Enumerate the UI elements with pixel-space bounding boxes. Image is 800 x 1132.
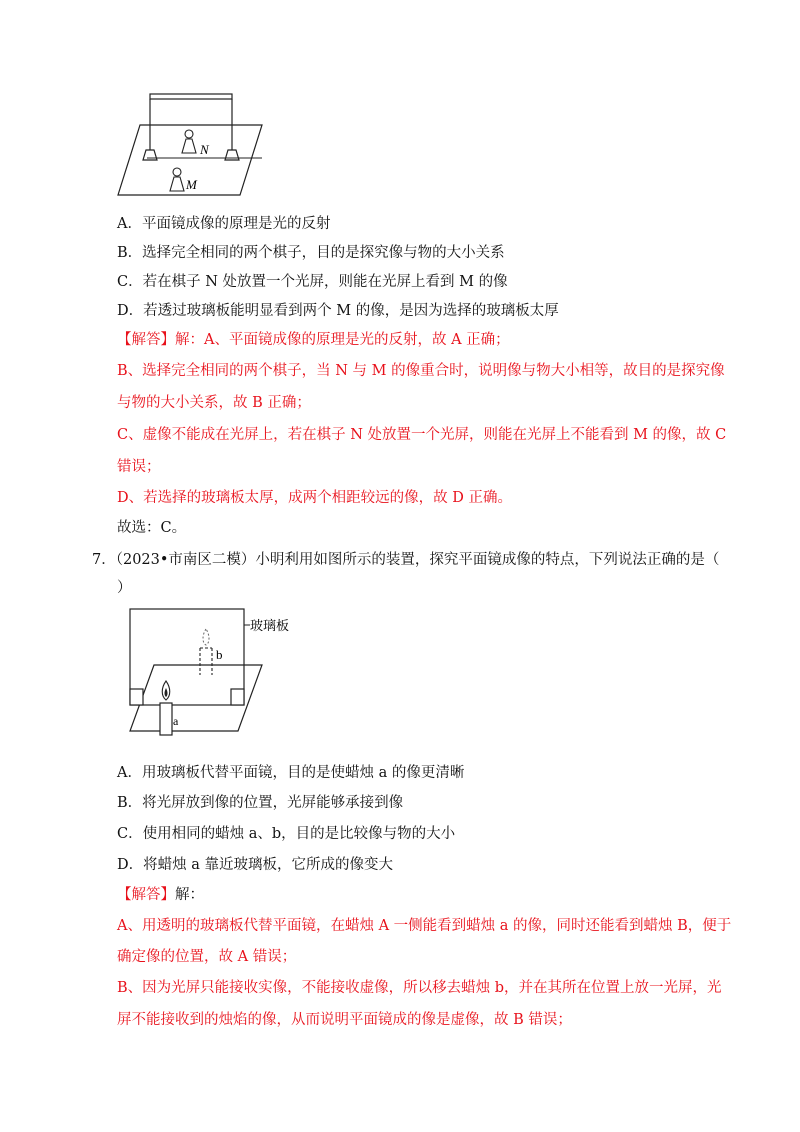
q6-answer-tag: 【解答】 [117, 332, 175, 348]
figure-candle-glass [112, 603, 312, 739]
q7-answer-line-1: A、用透明的玻璃板代替平面镜，在蜡烛 A 一侧能看到蜡烛 a 的像，同时还能看到蜡烛 B，便于 [117, 918, 732, 934]
q6-option-d: D．若透过玻璃板能明显看到两个 M 的像，是因为选择的玻璃板太厚 [117, 303, 559, 319]
glass-label: 玻璃板 [250, 618, 290, 633]
label-m: M [186, 177, 197, 192]
q7-answer-line-2: 确定像的位置，故 A 错误； [117, 949, 297, 965]
q6-option-a: A．平面镜成像的原理是光的反射 [117, 216, 331, 232]
q6-answer-line-4: 错误； [117, 459, 161, 475]
q7-answer-line-3: B、因为光屏只能接收实像，不能接收虚像，所以移去蜡烛 b，并在其所在位置上放一光屏，光 [117, 980, 722, 996]
label-b: b [216, 647, 223, 662]
q7-answer-first-text: 解： [175, 887, 204, 903]
q6-option-c: C．若在棋子 N 处放置一个光屏，则能在光屏上看到 M 的像 [117, 274, 508, 290]
q6-answer-first [117, 331, 510, 349]
q7-option-a: A．用玻璃板代替平面镜，目的是使蜡烛 a 的像更清晰 [117, 765, 465, 781]
q6-answer-first-text: 解：A、平面镜成像的原理是光的反射，故 A 正确； [175, 332, 510, 348]
q6-answer-line-5: D、若选择的玻璃板太厚，成两个相距较远的像，故 D 正确。 [117, 490, 512, 506]
q6-conclusion: 故选：C。 [117, 520, 187, 536]
q7-option-b: B．将光屏放到像的位置，光屏能够承接到像 [117, 795, 404, 811]
q6-answer-line-1: B、选择完全相同的两个棋子，当 N 与 M 的像重合时，说明像与物大小相等，故目的是探究像 [117, 363, 725, 379]
label-n: N [200, 142, 209, 157]
label-a: a [173, 714, 179, 728]
q7-answer-tag: 【解答】 [117, 887, 175, 903]
q6-option-b: B．选择完全相同的两个棋子，目的是探究像与物的大小关系 [117, 245, 505, 261]
q7-stem-line-2: ） [117, 580, 132, 596]
q7-answer-first [117, 886, 204, 904]
q6-answer-line-3: C、虚像不能成在光屏上，若在棋子 N 处放置一个光屏，则能在光屏上不能看到 M 的像，故 C [117, 427, 727, 443]
q7-stem-line-1: 7．（2023•市南区二模）小明利用如图所示的装置，探究平面镜成像的特点，下列说法正确的是（ [92, 552, 720, 568]
q7-option-c: C．使用相同的蜡烛 a、b，目的是比较像与物的大小 [117, 826, 456, 842]
q6-answer-line-2: 与物的大小关系，故 B 正确； [117, 395, 311, 411]
q7-answer-line-4: 屏不能接收到的烛焰的像，从而说明平面镜成的像是虚像，故 B 错误； [117, 1012, 572, 1028]
figure-chess-mirror [112, 92, 272, 198]
q7-option-d: D．将蜡烛 a 靠近玻璃板，它所成的像变大 [117, 857, 393, 873]
